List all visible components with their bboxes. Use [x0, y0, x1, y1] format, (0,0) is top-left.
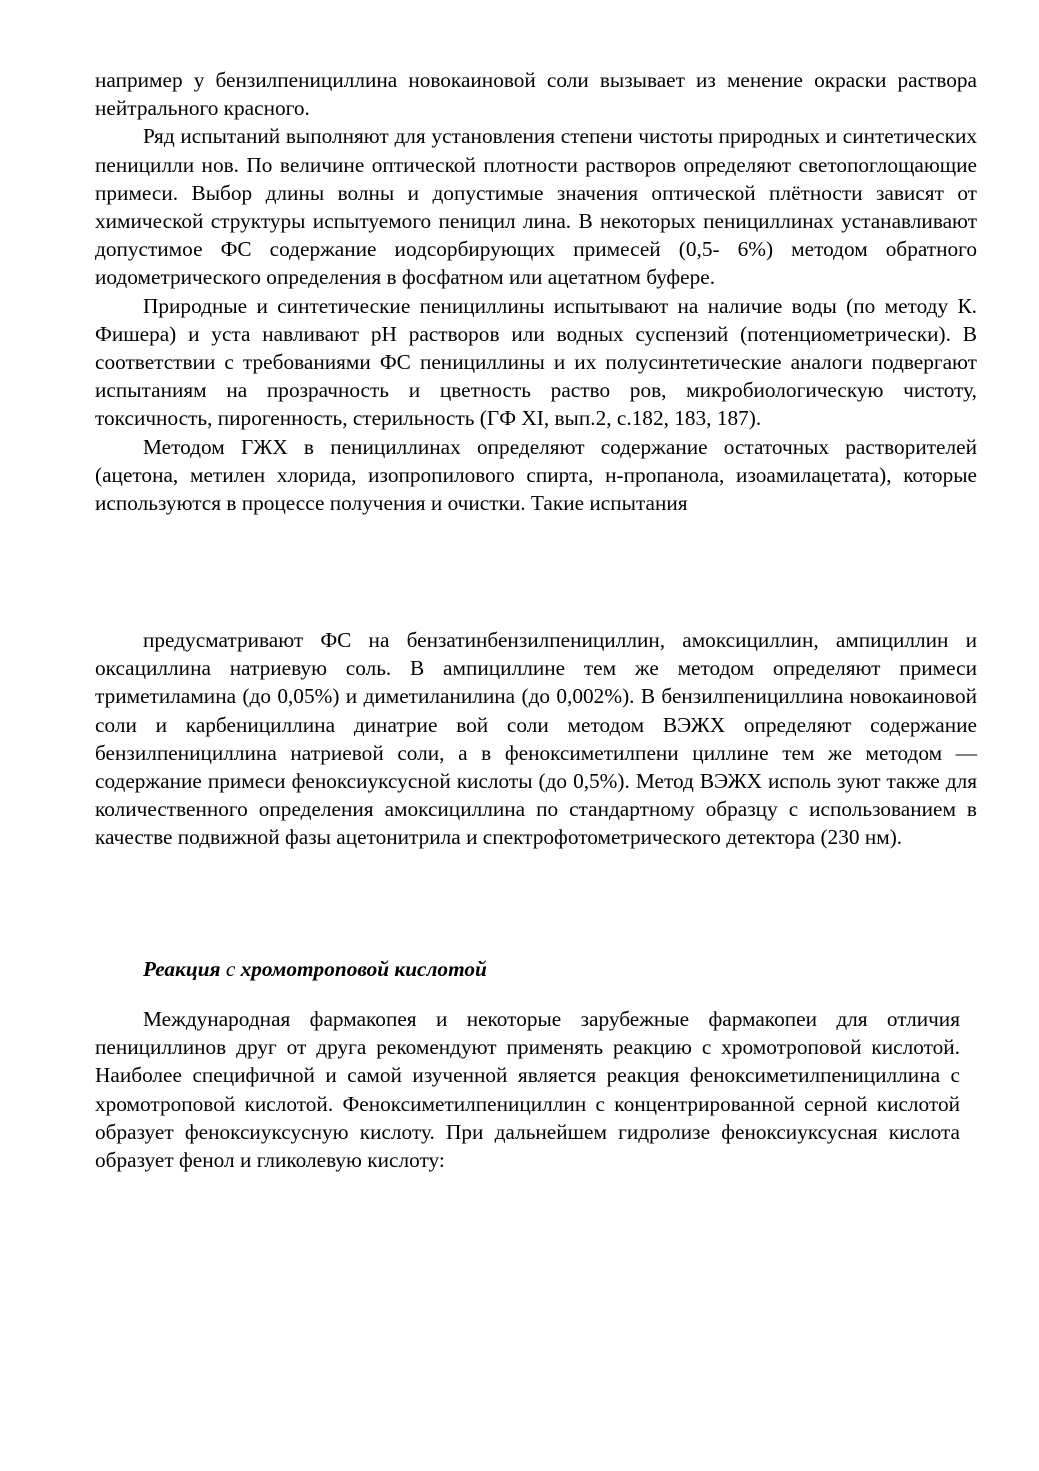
paragraph-continuation: например у бензилпенициллина новокаиновой соли вызывает из менение окраски раствора нейтрального красного. [95, 68, 977, 121]
text-block-middle [95, 626, 977, 852]
paragraph-purity-tests: Ряд испытаний выполняют для установления степени чистоты природных и синтетических пеницилли нов. По величине оптической плотности растворов определяют светопоглощающие примеси. Выбор длины волны и допустимые значения оптической плётности зависят от химической структуры испытуемого пеницил лина. В некоторых пенициллинах устанавливают допустимое ФС содержание иодсорбирующих примесей (0,5- 6%) методом обратного иодометрического определения в фосфатном или ацетатном буфере. [95, 124, 977, 290]
paragraph-chromotropic-reaction: Международная фармакопея и некоторые зарубежные фармакопеи для отличия пенициллинов друг от друга рекомендуют применять реакцию с хромотроповой кислотой. Наиболее специфичной и самой изученной является реакция феноксиметилпенициллина с хромотроповой кислотой. Феноксиметилпенициллин с концентрированной серной кислотой образует феноксиуксусную кислоту. При дальнейшем гидролизе феноксиуксусная кислота образует фенол и гликолевую кислоту: [95, 1007, 960, 1173]
text-block-top [95, 66, 977, 517]
paragraph-hplc: предусматривают ФС на бензатинбензилпенициллин, амоксициллин, ампициллин и оксациллина натриевую соль. В ампициллине тем же методом определяют примеси триметиламина (до 0,05%) и диметиланилина (до 0,002%). В бензилпенициллина новокаиновой соли и карбенициллина динатрие вой соли методом ВЭЖХ определяют содержание бензилпенициллина натриевой соли, а в феноксиметилпени циллине тем же методом — содержание примеси феноксиуксусной кислоты (до 0,5%). Метод ВЭЖХ исполь зуют также для количественного определения амоксициллина по стандартному образцу с использованием в качестве подвижной фазы ацетонитрила и спектрофотометрического детектора (230 нм). [95, 628, 977, 850]
heading-part-3: хромотроповой кислотой [235, 957, 487, 981]
paragraph-gc-solvents: Методом ГЖХ в пенициллинах определяют содержание остаточных растворителей (ацетона, метилен хлорида, изопропилового спирта, н-пропанола, изоамилацетата), которые используются в процессе получения и очистки. Такие испытания [95, 434, 977, 516]
heading-part-2: с [225, 957, 236, 981]
section-heading [143, 955, 487, 983]
text-block-bottom [95, 1005, 960, 1174]
heading-part-1: Реакция [143, 957, 226, 981]
paragraph-water-ph: Природные и синтетические пенициллины испытывают на наличие воды (по методу К. Фишера) и уста навливают pH растворов или водных суспензий (потенциометрически). В соответствии с требованиями ФС пенициллины и их полусинтетические аналоги подвергают испытаниям на прозрачность и цветность раство ров, микробиологическую чистоту, токсичность, пирогенность, стерильность (ГФ XI, вып.2, с.182, 183, 187). [95, 293, 977, 431]
